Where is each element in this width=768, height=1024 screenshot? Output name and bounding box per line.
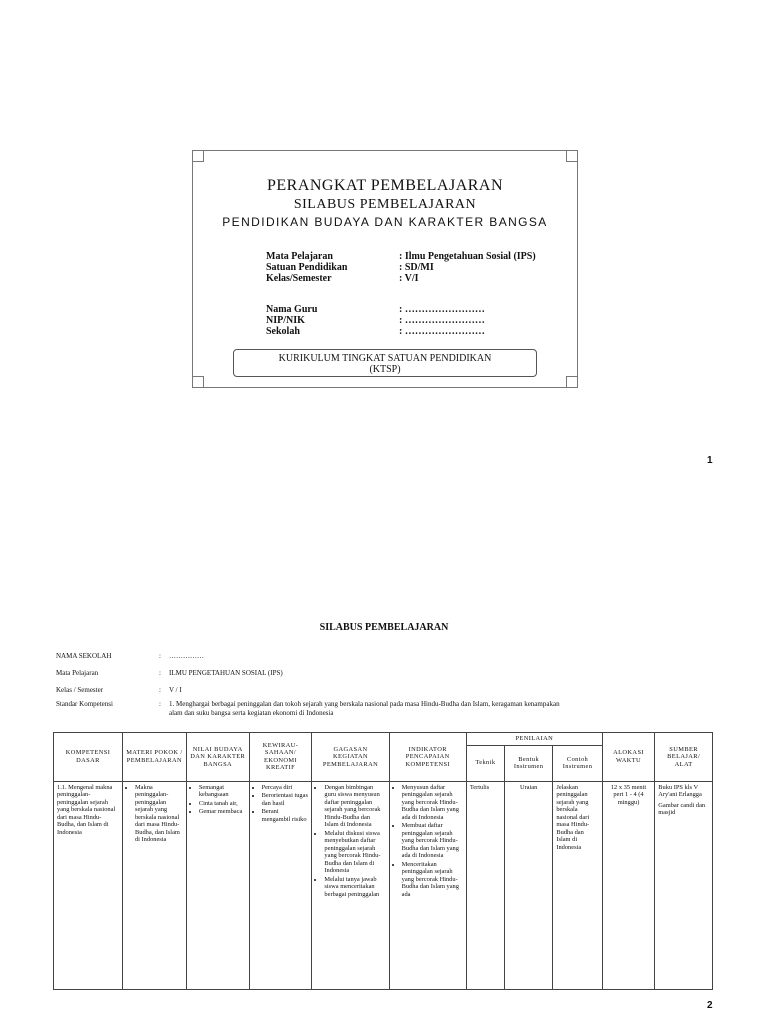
info-value: V / I	[169, 686, 182, 694]
list-item: • Menceritakan peninggalan sejarah yang bercorak Hindu-Budha dan Islam yang ada	[402, 861, 463, 899]
cell-nilai	[186, 781, 249, 990]
header-kewirausahaan: KEWIRAU-SAHAAN/ EKONOMI KREATIF	[249, 733, 312, 782]
page-number: 1	[707, 455, 713, 466]
info-value: ……………	[169, 652, 204, 660]
header-penilaian: PENILAIAN	[466, 733, 602, 746]
cover-box	[192, 150, 578, 388]
curriculum-line: KURIKULUM TINGKAT SATUAN PENDIDIKAN	[278, 353, 492, 364]
header-kd: KOMPETENSI DASAR	[54, 733, 123, 782]
info-value: 1. Menghargai berbagai peninggalan dan tokoh sejarah yang berskala nasional pada masa Hindu-Budha dan Islam, keragaman kenampakan	[169, 700, 560, 708]
info-colon: :	[159, 686, 161, 694]
info-label: Standar Kompetensi	[56, 700, 113, 708]
cover-title: PERANGKAT PEMBELAJARAN	[266, 177, 504, 194]
source-item: Gambar candi dan masjid	[658, 801, 706, 816]
list-item: • Membuat daftar peninggalan sejarah yang bercorak Hindu-Budha dan Islam yang ada di Indonesia	[402, 822, 463, 860]
corner-mark	[192, 150, 204, 162]
field-value: : ……………………	[399, 304, 485, 315]
field-label: Mata Pelajaran	[266, 251, 333, 262]
cell-sumber	[655, 781, 713, 990]
field-label: Kelas/Semester	[266, 273, 332, 284]
silabus-title: SILABUS PEMBELAJARAN	[319, 622, 449, 633]
cover-fields-teacher	[266, 304, 485, 337]
list-item: • Cinta tanah air,	[199, 800, 246, 808]
info-label: Kelas / Semester	[56, 686, 104, 694]
list-item: • Melalui tanya jawab siswa menceritakan berbagai peninggalan	[324, 876, 385, 899]
header-alokasi: ALOKASI WAKTU	[602, 733, 655, 782]
corner-mark	[566, 150, 578, 162]
field-row	[266, 315, 485, 326]
list-item: • Dengan bimbingan guru siswa menyusun daftar peninggalan sejarah yang bercorak Hindu-Budha dan Islam di Indonesia	[324, 784, 385, 829]
cell-kewirausahaan	[249, 781, 312, 990]
field-value: : V/I	[399, 273, 419, 284]
field-value: : SD/MI	[399, 262, 434, 273]
cell-bentuk: Uraian	[504, 781, 552, 990]
header-gagasan: GAGASAN KEGIATAN PEMBELAJARAN	[312, 733, 389, 782]
list-item: • Menyusun daftar peninggalan sejarah yang bercorak Hindu-Budha dan Islam yang ada di Indonesia	[402, 784, 463, 822]
field-value: : ……………………	[399, 315, 485, 326]
field-label: Sekolah	[266, 326, 300, 337]
corner-mark	[566, 376, 578, 388]
info-colon: :	[159, 652, 161, 660]
cell-teknik: Tertulis	[466, 781, 504, 990]
info-value: ILMU PENGETAHUAN SOSIAL (IPS)	[169, 669, 283, 677]
info-label: Mata Pelajaran	[56, 669, 99, 677]
list-item: • Berani mengambil risiko	[262, 808, 309, 823]
header-contoh: Contoh Instrumen	[553, 745, 602, 781]
field-row	[266, 304, 485, 315]
cell-materi	[122, 781, 186, 990]
cell-contoh: Jelaskan peninggalan sejarah yang berskala nasional dari masa Hindu-Budha dan Islam di Indonesia	[553, 781, 602, 990]
header-sumber: SUMBER BELAJAR/ ALAT	[655, 733, 713, 782]
cover-subtitle: SILABUS PEMBELAJARAN	[293, 197, 477, 212]
field-row	[266, 326, 485, 337]
cell-indikator	[389, 781, 466, 990]
header-bentuk: Bentuk Instrumen	[504, 745, 552, 781]
header-materi: MATERI POKOK / PEMBELAJARAN	[122, 733, 186, 782]
cover-program: PENDIDIKAN BUDAYA DAN KARAKTER BANGSA	[222, 215, 548, 229]
header-teknik: Teknik	[466, 745, 504, 781]
info-colon: :	[159, 669, 161, 677]
cell-gagasan	[312, 781, 389, 990]
field-row	[266, 262, 536, 273]
field-label: NIP/NIK	[266, 315, 305, 326]
info-value-cont: alam dan suku bangsa serta kegiatan ekonomi di Indonesia	[169, 709, 334, 717]
field-value: : Ilmu Pengetahuan Sosial (IPS)	[399, 251, 536, 262]
table-row	[54, 781, 713, 990]
list-item: • Berorientasi tugas dan hasil	[262, 792, 309, 807]
field-row	[266, 251, 536, 262]
list-item: • Melalui diskusi siswa menyebutkan daftar peninggalan sejarah yang bercorak Hindu-Budha dan Islam di Indonesia	[324, 830, 385, 875]
field-row	[266, 273, 536, 284]
list-item: • Percaya diri	[262, 784, 309, 792]
field-label: Satuan Pendidikan	[266, 262, 348, 273]
list-item: • Makna peninggalan-peninggalan sejarah yang berskala nasional dari masa Hindu-Budha, dan Islam di Indonesia	[135, 784, 183, 844]
cell-alokasi: 12 x 35 menit pert 1 - 4 (4 minggu)	[602, 781, 655, 990]
list-item: • Semangat kebangsaan	[199, 784, 246, 799]
curriculum-line: (KTSP)	[369, 364, 401, 375]
silabus-table	[53, 732, 713, 990]
header-indikator: INDIKATOR PENCAPAIAN KOMPETENSI	[389, 733, 466, 782]
page-number: 2	[707, 1000, 713, 1011]
corner-mark	[192, 376, 204, 388]
header-nilai: NILAI BUDAYA DAN KARAKTER BANGSA	[186, 733, 249, 782]
field-label: Nama Guru	[266, 304, 318, 315]
field-value: : ……………………	[399, 326, 485, 337]
cell-kd: 1.1. Mengenal makna peninggalan-peninggalan sejarah yang berskala nasional dari masa Hindu-Budha, dan Islam di Indonesia	[54, 781, 123, 990]
source-item: Buku IPS kls V Ary'ani Erlangga	[658, 783, 702, 798]
curriculum-box	[233, 349, 537, 377]
info-label: NAMA SEKOLAH	[56, 652, 112, 660]
info-colon: :	[159, 700, 161, 708]
list-item: • Gemar membaca	[199, 808, 246, 816]
cover-fields	[266, 251, 536, 284]
